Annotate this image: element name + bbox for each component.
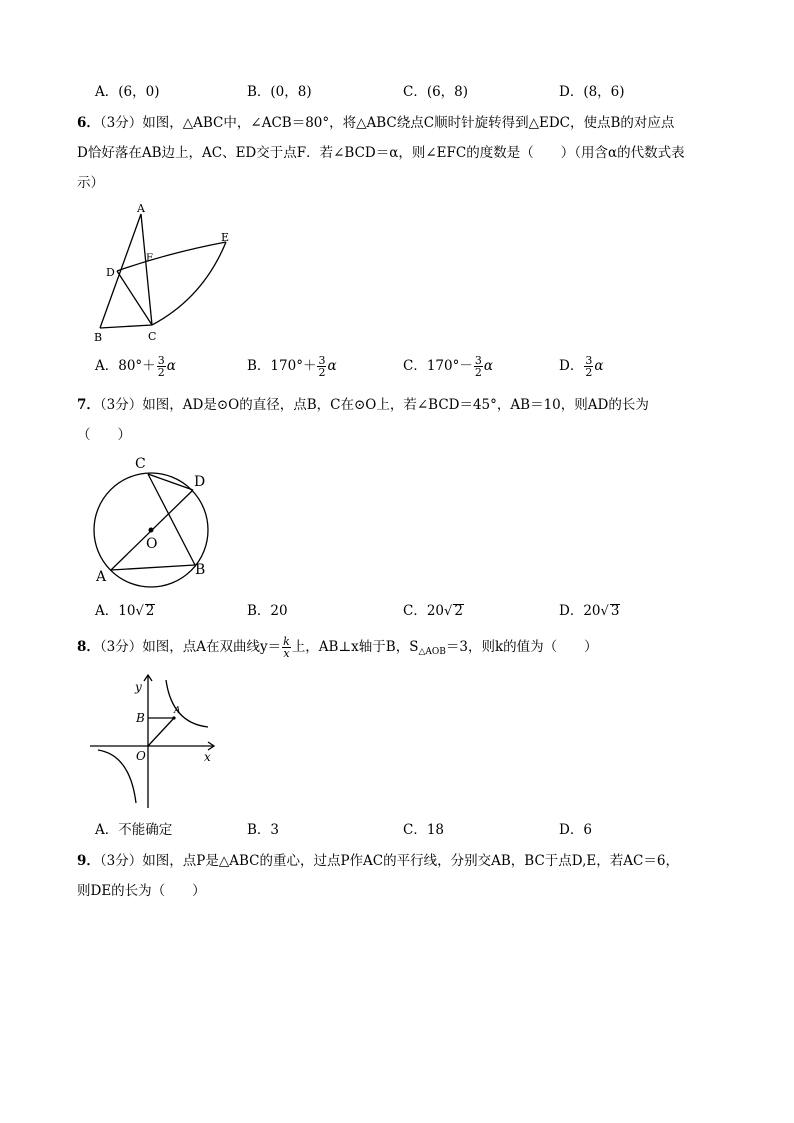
q6-label-b: B: [94, 331, 103, 344]
q7-options: [95, 599, 715, 623]
q6-line2: D恰好落在AB边上，AC、ED交于点F．若∠BCD＝α，则∠EFC的度数是（ ）（用含α的代数式表: [77, 145, 685, 161]
q8-option-c[interactable]: C．18: [403, 822, 445, 838]
q8-score: （3分）: [99, 639, 143, 655]
q7-line1: 如图，AD是⊙O的直径，点B，C在⊙O上，若∠BCD＝45°，AB＝10，则AD的长为: [142, 397, 649, 413]
q8-label-b: B: [136, 711, 145, 725]
q7-option-d[interactable]: D．20√ 3: [559, 603, 620, 619]
q9-score: （3分）: [99, 853, 143, 869]
q7-line2: （ ）: [77, 427, 131, 443]
q8-figure: [90, 675, 230, 815]
q5-option-b[interactable]: B．(0，8): [247, 84, 312, 100]
q8-stem: 8．（3分）如图，点A在双曲线y＝ $\frac{k}{x}$ 上，AB⊥x轴于B，$S_{\triangle AOB}=3$，则k的值为（ ）: [77, 635, 598, 660]
q9-number: 9: [77, 853, 87, 869]
q6-options: [95, 354, 715, 382]
q5-option-c[interactable]: C．(6，8): [403, 84, 469, 100]
q6-score: （3分）: [99, 115, 143, 131]
q6-label-a: A: [137, 202, 145, 215]
q7-figure: [88, 450, 228, 590]
q7-stem: 7．（3分）如图，AD是⊙O的直径，点B，C在⊙O上，若∠BCD＝45°，AB＝10，则AD的长为 （ ）: [77, 390, 717, 450]
q8-option-a[interactable]: A．不能确定: [95, 822, 173, 838]
q7-label-a: A: [96, 569, 107, 585]
q7-option-c[interactable]: C．20√ 2: [403, 603, 463, 619]
q7-center-dot: [149, 528, 154, 533]
q6-label-f: F: [146, 253, 153, 264]
q6-number: 6: [77, 115, 87, 131]
q6-option-d[interactable]: D． $\frac{3}{2}$ α: [559, 354, 604, 379]
q5-options: [95, 80, 715, 104]
q6-option-c[interactable]: C．170°－ $\frac{3}{2}$ α: [403, 354, 493, 379]
q8-option-d[interactable]: D．6: [559, 822, 592, 838]
q9-stem: 9．（3分）如图，点P是△ABC的重心，过点P作AC的平行线，分别交AB，BC于点D,E，若AC＝6， 则DE的长为（ ）: [77, 846, 717, 906]
q6-label-d: D: [106, 266, 115, 279]
q8-options: [95, 818, 715, 842]
q6-figure: [88, 198, 248, 348]
q8-hyperbola-diagram: [90, 675, 230, 815]
q8-option-b[interactable]: B．3: [247, 822, 280, 838]
q8-label-o: O: [136, 749, 146, 763]
q6-triangle-diagram: [88, 198, 248, 348]
q7-label-c: C: [135, 456, 146, 472]
q7-number: 7: [77, 397, 87, 413]
q7-label-o: O: [146, 536, 158, 552]
q8-label-x: x: [204, 750, 211, 764]
q6-option-b[interactable]: B．170°＋ $\frac{3}{2}$ α: [247, 354, 337, 379]
q6-line1: 如图，△ABC中，∠ACB＝80°，将△ABC绕点C顺时针旋转得到△EDC，使点B的对应点: [142, 115, 675, 131]
q7-label-d: D: [194, 474, 206, 490]
q6-stem: 6．（3分）如图，△ABC中，∠ACB＝80°，将△ABC绕点C顺时针旋转得到△EDC，使点B的对应点 D恰好落在AB边上，AC、ED交于点F．若∠BCD＝α，则∠EFC的度数是（ ）（用含α的代数式表 示）: [77, 108, 717, 198]
q7-label-b: B: [195, 562, 206, 578]
q5-option-a[interactable]: A．(6，0): [95, 84, 160, 100]
q8-number: 8: [77, 639, 87, 655]
q6-option-a[interactable]: A．80°＋ $\frac{3}{2}$ α: [95, 354, 176, 379]
q9-line1: 如图，点P是△ABC的重心，过点P作AC的平行线，分别交AB，BC于点D,E，若AC＝6，: [142, 853, 679, 869]
q9-line2: 则DE的长为（ ）: [77, 883, 206, 899]
q6-label-c: C: [148, 330, 157, 343]
q8-label-a: A: [174, 706, 181, 716]
q5-option-d[interactable]: D．(8，6): [559, 84, 625, 100]
q7-score: （3分）: [99, 397, 143, 413]
q7-option-a[interactable]: A．10√ 2: [95, 603, 155, 619]
q7-circle-diagram: [88, 450, 228, 590]
q6-label-e: E: [221, 231, 230, 244]
q6-line3: 示）: [77, 175, 104, 191]
q7-option-b[interactable]: B．20: [247, 603, 288, 619]
q8-label-y: y: [135, 680, 142, 694]
